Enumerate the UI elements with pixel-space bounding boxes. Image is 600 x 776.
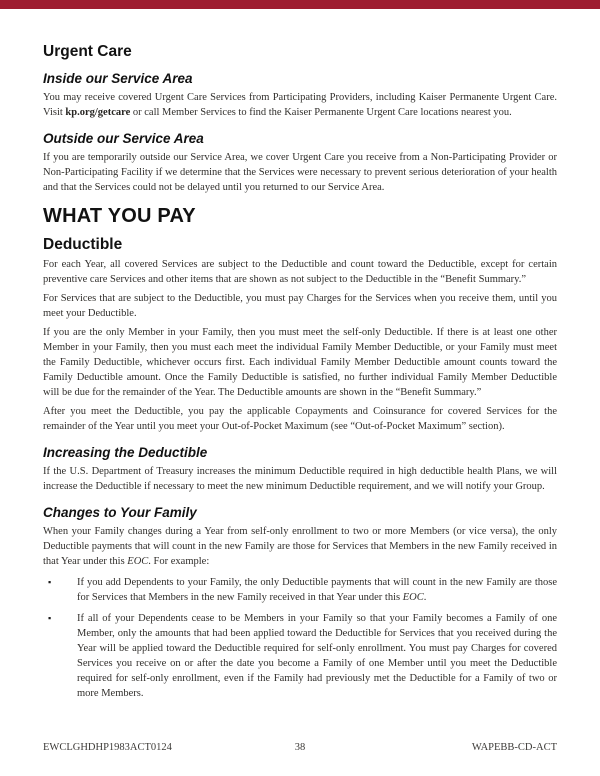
deductible-paragraph-4: After you meet the Deductible, you pay the applicable Copayments and Coinsurance for covered Services for the remainder of the Year until you meet your Out-of-Pocket Maximum (see “Out-of-Pocket Maximum” section). — [43, 406, 557, 432]
page-top-accent-bar — [0, 0, 600, 9]
inside-paragraph-text: You may receive covered Urgent Care Services from Participating Providers, including Kaiser Permanente Urgent Care. Visit — [43, 92, 557, 118]
deductible-paragraph-1: For each Year, all covered Services are subject to the Deductible and count toward the Deductible, except for certain preventive care Services and other items that are shown as not subject to the Deductible in the “Benefit Summary.” — [43, 259, 557, 285]
deductible-heading: Deductible — [43, 236, 123, 253]
changes-paragraph-text-end: . For example: — [148, 556, 210, 567]
what-you-pay-heading: WHAT YOU PAY — [43, 205, 196, 227]
footer-left-code: EWCLGHDHP1983ACT0124 — [43, 742, 172, 753]
bullet-2-text: If all of your Dependents cease to be Members in your Family so that your Family becomes a Family of one Member, only the amounts that had been applied toward the Deductible for Services that you received during the Year will be applied toward the Deductible required for self-only enrollment. You must pay Charges for covered Services you receive on or after the date you become a Family of one Member until you meet the Deductible required for self-only enrollment, even if the Family had previously met the Deductible for a Family of two or more Members. — [77, 613, 557, 699]
increasing-deductible-heading: Increasing the Deductible — [43, 445, 208, 460]
bullet-square-icon: ▪ — [48, 613, 52, 623]
eoc-italic-text: EOC — [127, 556, 149, 567]
increasing-deductible-paragraph: If the U.S. Department of Treasury increases the minimum Deductible required in high deductible health Plans, we will increase the Deductible if necessary to meet the new minimum Deductible requirement, and we will notify your Group. — [43, 466, 557, 492]
deductible-bullet-list — [43, 575, 557, 701]
page-footer — [43, 742, 557, 753]
urgent-care-heading: Urgent Care — [43, 43, 132, 60]
changes-to-family-heading: Changes to Your Family — [43, 505, 197, 520]
footer-page-number: 38 — [294, 742, 306, 753]
bullet-square-icon: ▪ — [48, 577, 52, 587]
deductible-paragraph-2: For Services that are subject to the Deductible, you must pay Charges for the Services when you receive them, until you meet your Deductible. — [43, 293, 557, 319]
bullet-1-eoc-italic: EOC — [402, 592, 424, 603]
kp-getcare-bold-text: kp.org/getcare — [65, 107, 131, 118]
deductible-paragraph-3: If you are the only Member in your Family, then you must meet the self-only Deductible. If there is at least one other Member in your Family, then you must each meet the individual Family Member Deductible, or your Family must meet the Family Deductible, whichever occurs first. Each individual Family Member Deductible amount counts toward the Family Deductible amount. Once the Family Deductible is satisfied, no further individual Family Member Deductible will be due for the remainder of the Year. The Deductible amounts are shown in the “Benefit Summary.” — [43, 327, 557, 398]
outside-service-area-heading: Outside our Service Area — [43, 131, 204, 146]
inside-service-area-paragraph — [43, 90, 557, 120]
bullet-item-dependents-cease — [43, 611, 557, 701]
footer-right-code: WAPEBB-CD-ACT — [471, 742, 557, 753]
bullet-1-text-end: . — [423, 592, 427, 603]
page-content — [0, 43, 600, 701]
bullet-item-add-dependents — [43, 575, 557, 605]
changes-to-family-paragraph — [43, 524, 557, 569]
bullet-1-text: If you add Dependents to your Family, the only Deductible payments that will count in the new Family are those for Services that Members in the new Family received in that Year under this — [77, 577, 557, 603]
inside-service-area-heading: Inside our Service Area — [43, 71, 193, 86]
changes-paragraph-text: When your Family changes during a Year from self-only enrollment to two or more Members (or vice versa), the only Deductible payments that will count in the new Family are those for Services that Members in the new Family received in that Year under this — [43, 526, 557, 567]
outside-service-area-paragraph: If you are temporarily outside our Service Area, we cover Urgent Care you receive from a Non-Participating Provider or Non-Participating Facility if we determine that the Services were necessary to prevent serious deterioration of your health and that the Services could not be delayed until you returned to our Service Area. — [43, 152, 557, 193]
inside-paragraph-text-end: or call Member Services to find the Kaiser Permanente Urgent Care locations nearest you. — [130, 107, 512, 118]
